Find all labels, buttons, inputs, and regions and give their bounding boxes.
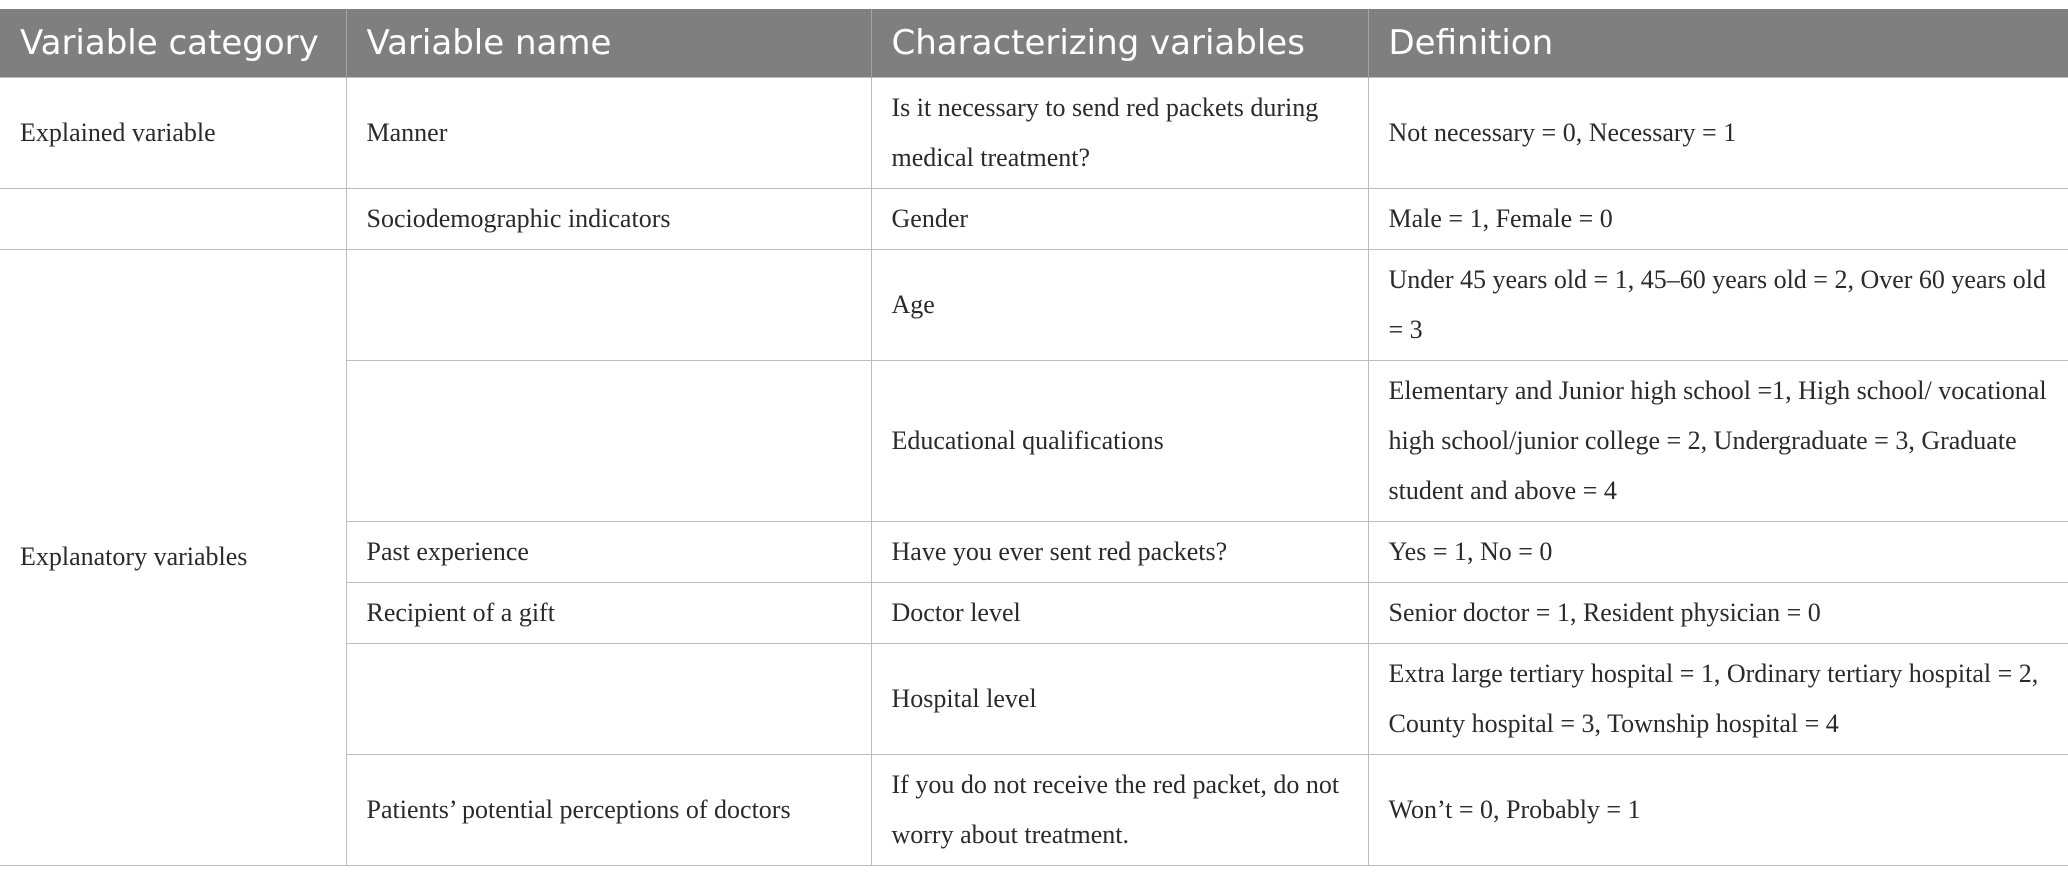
- cell-definition: Extra large tertiary hospital = 1, Ordinary tertiary hospital = 2, County hospital = 3, Township hospital = 4: [1368, 643, 2068, 754]
- cell-characterizing: Have you ever sent red packets?: [871, 521, 1368, 582]
- cell-characterizing: Is it necessary to send red packets during medical treatment?: [871, 77, 1368, 188]
- header-row: [0, 9, 2068, 77]
- cell-category: Explained variable: [0, 77, 346, 188]
- cell-definition: Not necessary = 0, Necessary = 1: [1368, 77, 2068, 188]
- cell-characterizing: Doctor level: [871, 582, 1368, 643]
- cell-variable-name: Recipient of a gift: [346, 582, 871, 643]
- variables-table: [0, 9, 2068, 866]
- cell-definition: Yes = 1, No = 0: [1368, 521, 2068, 582]
- header-definition: Definition: [1368, 9, 2068, 77]
- cell-variable-name: [346, 643, 871, 754]
- cell-characterizing: Gender: [871, 188, 1368, 249]
- cell-variable-name: Patients’ potential perceptions of doctors: [346, 754, 871, 865]
- cell-category: Explanatory variables: [0, 249, 346, 865]
- cell-characterizing: Age: [871, 249, 1368, 360]
- cell-definition: Won’t = 0, Probably = 1: [1368, 754, 2068, 865]
- table-header: [0, 9, 2068, 77]
- cell-definition: Elementary and Junior high school =1, High school/ vocational high school/junior college = 2, Undergraduate = 3, Graduate student and above = 4: [1368, 360, 2068, 521]
- cell-definition: Senior doctor = 1, Resident physician = 0: [1368, 582, 2068, 643]
- cell-definition: Under 45 years old = 1, 45–60 years old = 2, Over 60 years old = 3: [1368, 249, 2068, 360]
- table-row: [0, 188, 2068, 249]
- cell-variable-name: [346, 249, 871, 360]
- cell-category: [0, 188, 346, 249]
- cell-characterizing: Hospital level: [871, 643, 1368, 754]
- table-row: [0, 77, 2068, 188]
- table-body: [0, 77, 2068, 865]
- table-row: [0, 249, 2068, 360]
- cell-definition: Male = 1, Female = 0: [1368, 188, 2068, 249]
- cell-variable-name: Sociodemographic indicators: [346, 188, 871, 249]
- cell-variable-name: Past experience: [346, 521, 871, 582]
- cell-variable-name: [346, 360, 871, 521]
- header-variable-name: Variable name: [346, 9, 871, 77]
- cell-characterizing: If you do not receive the red packet, do not worry about treatment.: [871, 754, 1368, 865]
- cell-characterizing: Educational qualifications: [871, 360, 1368, 521]
- header-variable-category: Variable category: [0, 9, 346, 77]
- cell-variable-name: Manner: [346, 77, 871, 188]
- header-characterizing-variables: Characterizing variables: [871, 9, 1368, 77]
